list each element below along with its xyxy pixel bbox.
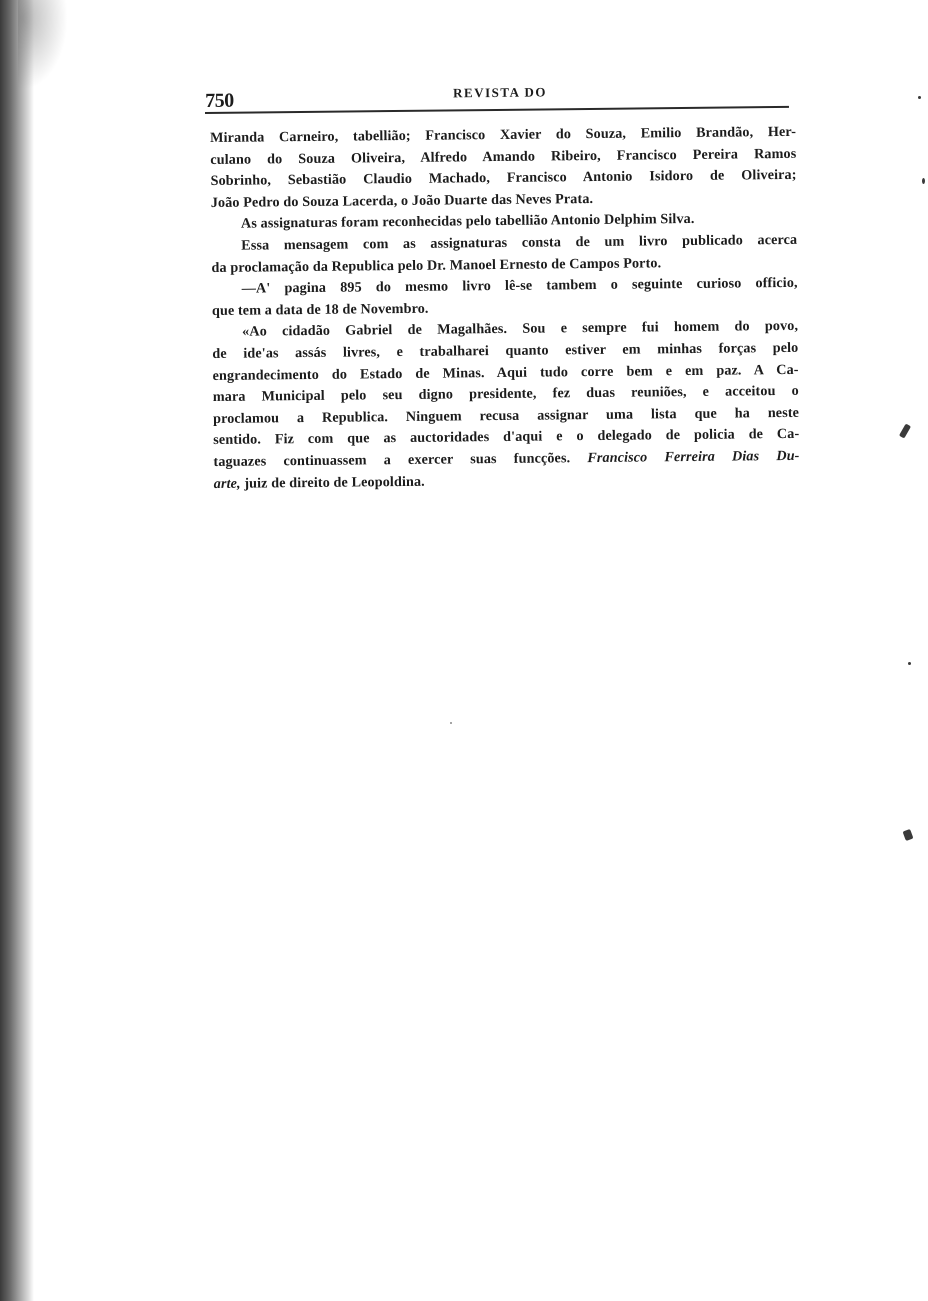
- line-text: juiz de direito de Leopoldina.: [244, 473, 425, 492]
- scan-speck: [899, 423, 911, 438]
- line-text: —A' pagina 895 do mesmo livro lê-se tambem o seguinte curioso officio,: [241, 275, 798, 297]
- scan-speck: [922, 178, 925, 184]
- line-text: taguazes continuassem a exercer suas funcções.: [213, 450, 571, 470]
- line-text: João Pedro do Souza Lacerda, o João Duarte das Neves Prata.: [210, 190, 594, 211]
- line-text: que tem a data de 18 de Novembro.: [211, 300, 429, 319]
- line-text: de ide'as assás livres, e trabalharei quanto estiver em minhas forças pelo: [212, 339, 799, 362]
- scan-speck: [450, 722, 452, 724]
- line-text: culano do Souza Oliveira, Alfredo Amando Ribeiro, Francisco Pereira Ramos: [210, 145, 797, 168]
- line-text: sentido. Fiz com que as auctoridades d'aqui e o delegado de policia de Ca-: [213, 426, 800, 449]
- scan-speck: [918, 96, 921, 99]
- line-text: «Ao cidadão Gabriel de Magalhães. Sou e sempre fui homem do povo,: [242, 318, 799, 341]
- italic-signature: arte,: [213, 475, 241, 492]
- italic-signature: Francisco Ferreira Dias Du-: [587, 447, 800, 466]
- line-text: mara Municipal pelo seu digno presidente, fez duas reuniões, e acceitou o: [212, 382, 799, 406]
- line-text: proclamou a Republica. Ninguem recusa assignar uma lista que ha neste: [212, 404, 800, 427]
- running-title: REVISTA DO: [453, 84, 548, 101]
- page-number: 750: [205, 89, 234, 112]
- line-text: Sobrinho, Sebastião Claudio Machado, Francisco Antonio Isidoro de Oliveira;: [210, 167, 797, 190]
- line-text: Essa mensagem com as assignaturas consta de um livro publicado acerca: [241, 231, 798, 254]
- line-text: As assignaturas foram reconhecidas pelo tabellião Antonio Delphim Silva.: [240, 211, 695, 233]
- line-text: Miranda Carneiro, tabellião; Francisco Xavier do Souza, Emilio Brandão, Her-: [210, 123, 797, 146]
- scan-speck: [908, 662, 911, 665]
- scan-speck: [903, 829, 914, 841]
- line-text: da proclamação da Republica pelo Dr. Manoel Ernesto de Campos Porto.: [211, 254, 662, 276]
- body-text: [210, 122, 800, 495]
- line-text: engrandecimento do Estado de Minas. Aqui tudo corre bem e em paz. A Ca-: [212, 361, 799, 384]
